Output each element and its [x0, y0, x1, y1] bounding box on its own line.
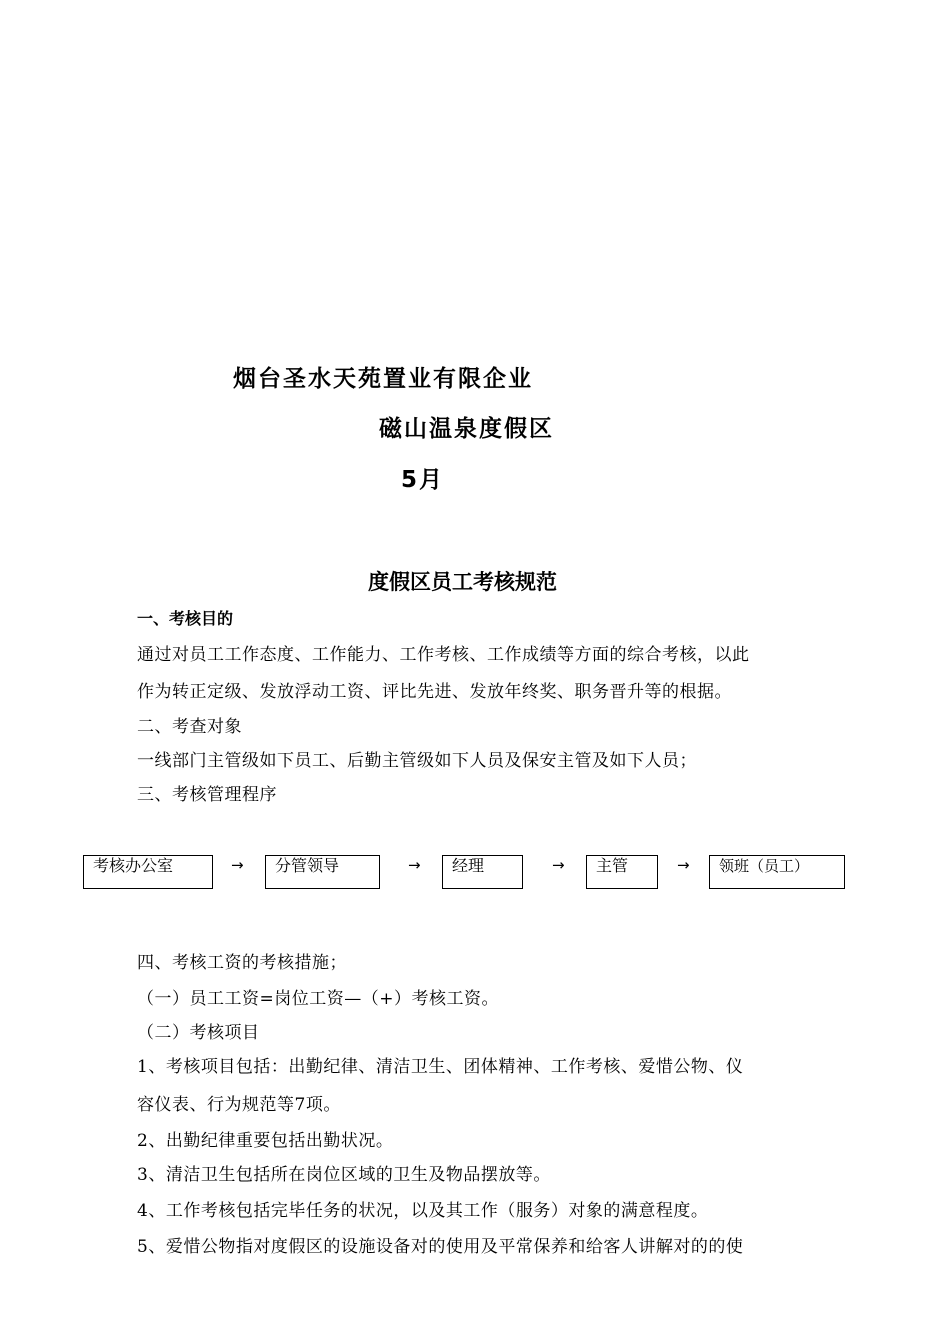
sub1-formula: （一）员工工资=岗位工资—（+）考核工资。	[137, 989, 499, 1009]
flow-step-label: 分管领导	[275, 856, 340, 875]
section3-heading: 三、考核管理程序	[137, 785, 277, 805]
sub2-heading: （二）考核项目	[137, 1023, 260, 1043]
flow-step-team-leader	[709, 855, 845, 889]
item1-line1: 1、考核项目包括：出勤纪律、清洁卫生、团体精神、工作考核、爱惜公物、仪	[137, 1057, 744, 1077]
flow-arrow-icon: →	[408, 856, 421, 874]
item3: 3、清洁卫生包括所在岗位区域的卫生及物品摆放等。	[137, 1165, 551, 1185]
flow-step-label: 领班（员工）	[719, 857, 810, 875]
flow-step-label: 主管	[596, 856, 629, 875]
item1-line2: 容仪表、行为规范等7项。	[137, 1095, 341, 1115]
section1-line2: 作为转正定级、发放浮动工资、评比先进、发放年终奖、职务晋升等的根据。	[137, 682, 732, 702]
item4: 4、工作考核包括完毕任务的状况，以及其工作（服务）对象的满意程度。	[137, 1201, 709, 1221]
resort-name: 磁山温泉度假区	[379, 416, 554, 442]
section1-line1: 通过对员工工作态度、工作能力、工作考核、工作成绩等方面的综合考核，以此	[137, 645, 750, 665]
document-title: 度假区员工考核规范	[368, 570, 557, 594]
flow-arrow-icon: →	[231, 856, 244, 874]
item2: 2、出勤纪律重要包括出勤状况。	[137, 1131, 394, 1151]
flow-step-label: 考核办公室	[93, 856, 174, 875]
cover-month: 5月	[401, 467, 445, 493]
section4-heading: 四、考核工资的考核措施；	[137, 953, 347, 973]
flow-step-assessment-office	[83, 855, 213, 889]
flow-step-label: 经理	[452, 856, 485, 875]
flow-step-manager	[442, 855, 523, 889]
flow-arrow-icon: →	[677, 856, 690, 874]
flow-step-supervising-leader	[265, 855, 380, 889]
flow-step-supervisor	[586, 855, 658, 889]
company-name: 烟台圣水天苑置业有限企业	[233, 366, 533, 392]
item5: 5、爱惜公物指对度假区的设施设备对的使用及平常保养和给客人讲解对的的使	[137, 1237, 744, 1257]
section2-text: 一线部门主管级如下员工、后勤主管级如下人员及保安主管及如下人员；	[137, 751, 697, 771]
flow-arrow-icon: →	[552, 856, 565, 874]
section1-heading: 一、考核目的	[137, 609, 234, 628]
section2-heading: 二、考查对象	[137, 717, 242, 737]
